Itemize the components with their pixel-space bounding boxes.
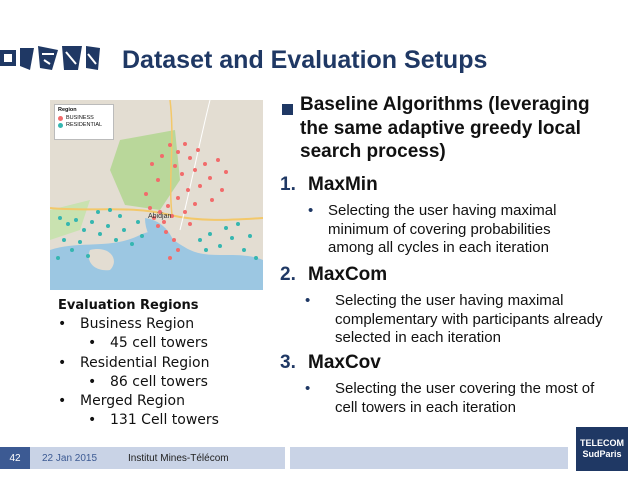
- algorithm-name: MaxCom: [308, 264, 388, 285]
- list-item: [58, 315, 258, 334]
- legend-label: RESIDENTIAL: [66, 122, 103, 128]
- footer-bar: [0, 447, 285, 469]
- bullet: •: [88, 335, 97, 352]
- footer-bar-right: [290, 447, 568, 469]
- telecom-sudparis-logo: [576, 427, 628, 471]
- region-label: Merged Region: [80, 393, 185, 410]
- list-item: [58, 392, 258, 411]
- algorithm-description: [308, 202, 608, 258]
- algorithm-heading: [280, 264, 387, 286]
- description-text: Selecting the user having maximal complementary with participants already selected in each iteration: [335, 292, 603, 346]
- algorithm-name: MaxMin: [308, 174, 378, 195]
- algorithm-heading: [280, 174, 378, 196]
- algorithm-heading: [280, 352, 381, 374]
- list-item: [58, 411, 258, 430]
- bullet: •: [58, 316, 67, 333]
- description-text: Selecting the user having maximal minimum of covering probabilities among all cycles in each iteration: [328, 202, 557, 256]
- institution-logo: [0, 40, 104, 74]
- evaluation-regions: [58, 296, 258, 430]
- slide-title: Dataset and Evaluation Setups: [122, 46, 488, 74]
- bullet: •: [58, 393, 67, 410]
- bullet: •: [88, 412, 97, 429]
- tower-count: 45 cell towers: [110, 335, 208, 352]
- logo-line: SudParis: [582, 449, 622, 459]
- region-label: Business Region: [80, 316, 195, 333]
- list-item: [58, 334, 258, 353]
- bullet: •: [88, 373, 97, 390]
- tower-count: 86 cell towers: [110, 373, 208, 390]
- logo-line: TELECOM: [580, 438, 624, 448]
- bullet: •: [58, 354, 67, 371]
- residential-dot-icon: [58, 123, 63, 128]
- algorithm-description: [305, 380, 625, 420]
- region-map: [50, 100, 263, 290]
- algorithm-number: 3.: [280, 352, 296, 373]
- legend-item-residential: [58, 122, 110, 128]
- bullet: •: [305, 292, 311, 309]
- legend-title: Region: [58, 107, 77, 113]
- footer-date: 22 Jan 2015: [42, 452, 98, 464]
- legend-item-business: [58, 115, 110, 121]
- tower-count: 131 Cell towers: [110, 412, 219, 429]
- page-number: 42: [0, 447, 30, 469]
- business-dot-icon: [58, 116, 63, 121]
- algorithm-number: 1.: [280, 174, 296, 195]
- list-item: [58, 373, 258, 392]
- bullet: •: [305, 380, 311, 397]
- algorithm-description: [305, 292, 625, 348]
- footer-institution: Institut Mines-Télécom: [128, 452, 229, 464]
- square-bullet-icon: [282, 104, 293, 115]
- algorithm-name: MaxCov: [308, 352, 381, 373]
- evaluation-title: Evaluation Regions: [58, 298, 199, 313]
- baseline-heading: Baseline Algorithms (leveraging the same adaptive greedy local search process): [300, 94, 590, 162]
- map-place-label: Abidjan: [148, 213, 172, 220]
- bullet: •: [308, 202, 314, 219]
- algorithm-number: 2.: [280, 264, 296, 285]
- description-text: Selecting the user covering the most of cell towers in each iteration: [335, 380, 595, 416]
- legend-label: BUSINESS: [66, 115, 94, 121]
- map-legend: [54, 104, 114, 140]
- list-item: [58, 354, 258, 373]
- region-label: Residential Region: [80, 354, 210, 371]
